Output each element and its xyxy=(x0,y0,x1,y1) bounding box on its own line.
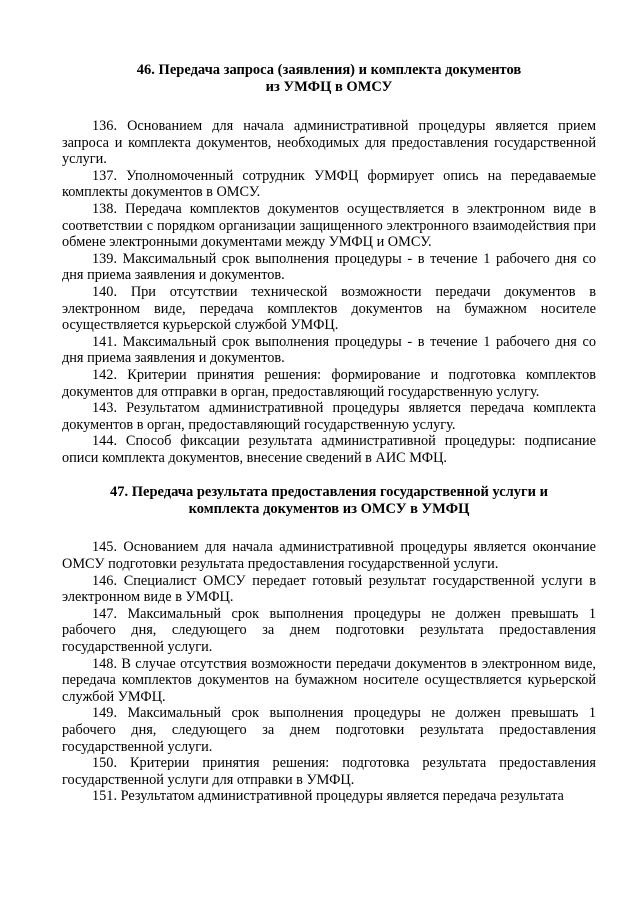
paragraph-145: 145. Основанием для начала административной процедуры является окончание ОМСУ подготовки результата предоставления государственной услуги. xyxy=(62,539,596,573)
paragraph-148: 148. В случае отсутствия возможности передачи документов в электронном виде, передача комплектов документов на бумажном носителе осуществляется курьерской службой УМФЦ. xyxy=(62,655,596,705)
section-47-title xyxy=(62,484,596,518)
paragraph-142: 142. Критерии принятия решения: формирование и подготовка комплектов документов для отправки в орган, предоставляющий государственную услугу. xyxy=(62,366,596,400)
paragraph-138: 138. Передача комплектов документов осуществляется в электронном виде в соответствии с порядком организации защищенного электронного взаимодействия при обмене электронными документами между УМФЦ и ОМСУ. xyxy=(62,200,596,251)
section-46-title-line2: из УМФЦ в ОМСУ xyxy=(265,79,393,95)
paragraph-150: 150. Критерии принятия решения: подготовка результата предоставления государственной услуги для отправки в УМФЦ. xyxy=(62,755,596,788)
paragraph-143: 143. Результатом административной процедуры является передача комплекта документов в орган, предоставляющий государственную услугу. xyxy=(62,400,596,433)
paragraph-147: 147. Максимальный срок выполнения процедуры не должен превышать 1 рабочего дня, следующего за днем подготовки результата предоставления государственной услуги. xyxy=(62,605,596,656)
section-46-title xyxy=(62,62,596,96)
paragraph-139: 139. Максимальный срок выполнения процедуры - в течение 1 рабочего дня со дня приема заявления и документов. xyxy=(62,250,596,284)
section-46-body xyxy=(62,118,596,466)
paragraph-137: 137. Уполномоченный сотрудник УМФЦ формирует опись на передаваемые комплекты документов в ОМСУ. xyxy=(62,167,596,201)
paragraph-146: 146. Специалист ОМСУ передает готовый результат государственной услуги в электронном виде в УМФЦ. xyxy=(62,572,596,606)
section-46-title-line1: 46. Передача запроса (заявления) и комплекта документов xyxy=(136,62,522,78)
section-47-body xyxy=(62,539,596,805)
paragraph-144: 144. Способ фиксации результата административной процедуры: подписание описи комплекта документов, внесение сведений в АИС МФЦ. xyxy=(62,433,596,466)
section-47-title-line1: 47. Передача результата предоставления государственной услуги и xyxy=(110,484,548,501)
paragraph-151: 151. Результатом административной процедуры является передача результата xyxy=(92,788,564,805)
paragraph-140: 140. При отсутствии технической возможности передачи документов в электронном виде, передача комплектов документов на бумажном носителе осуществляется курьерской службой УМФЦ. xyxy=(62,283,596,334)
document-page xyxy=(62,62,596,805)
paragraph-149: 149. Максимальный срок выполнения процедуры не должен превышать 1 рабочего дня, следующего за днем подготовки результата предоставления государственной услуги. xyxy=(62,705,596,755)
paragraph-136: 136. Основанием для начала административной процедуры является прием запроса и комплекта документов, необходимых для предоставления государственной услуги. xyxy=(62,118,596,168)
section-47-title-line2: комплекта документов из ОМСУ в УМФЦ xyxy=(188,501,470,518)
paragraph-141: 141. Максимальный срок выполнения процедуры - в течение 1 рабочего дня со дня приема заявления и документов. xyxy=(62,333,596,367)
